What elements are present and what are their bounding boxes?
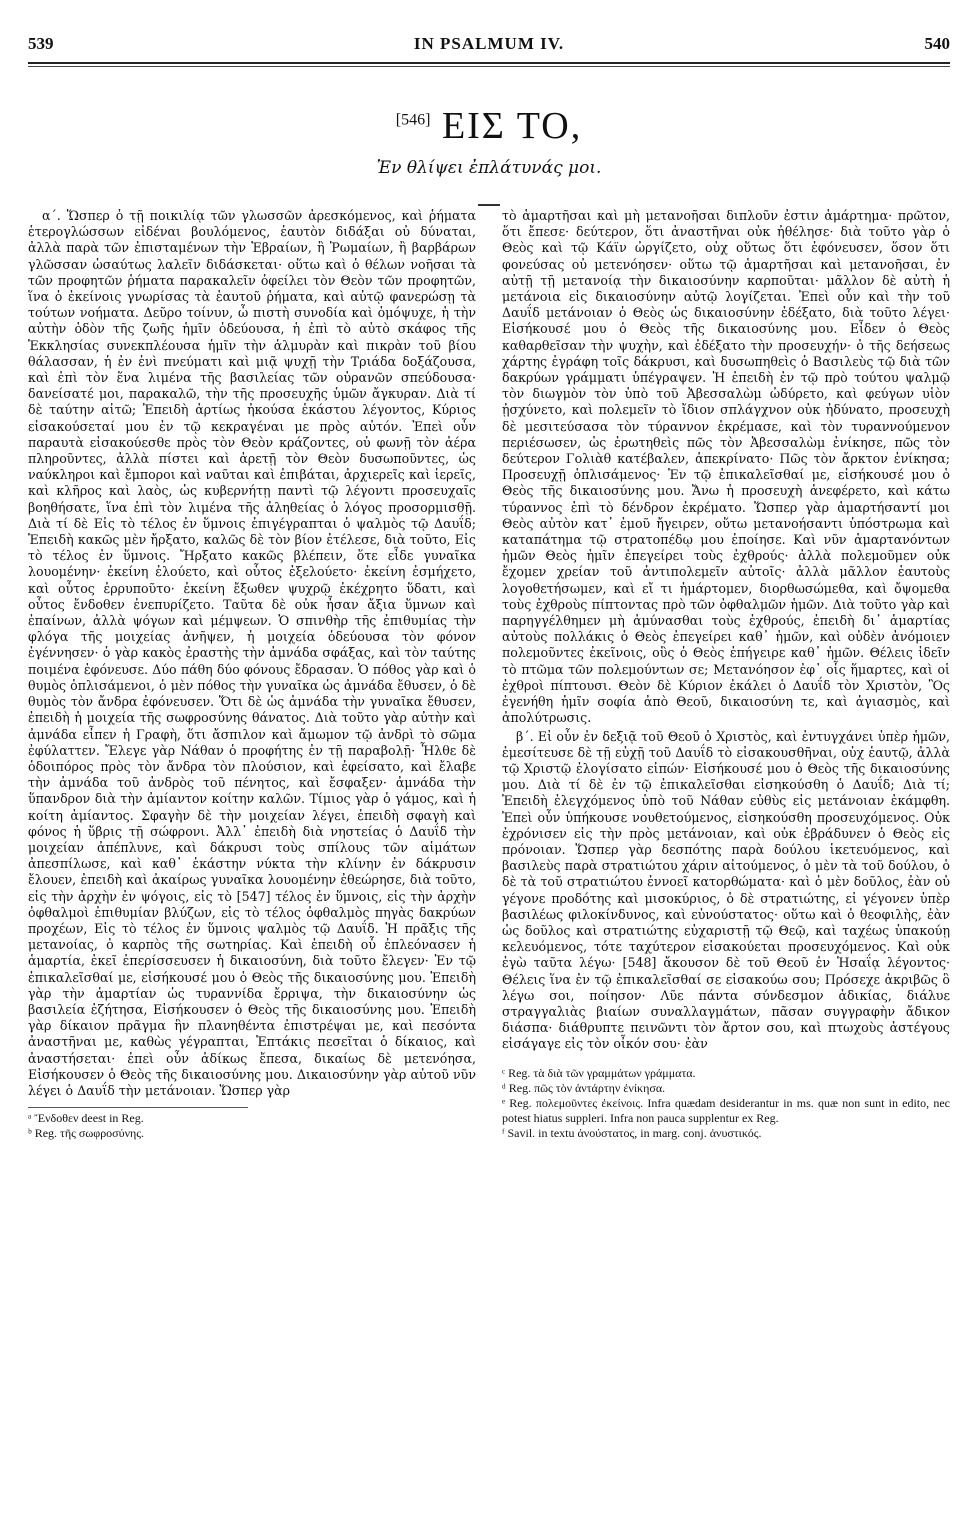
page-number-left: 539	[28, 34, 54, 53]
right-column-text-b: β΄. Εἰ οὖν ἐν δεξιᾷ τοῦ Θεοῦ ὁ Χριστὸς, καὶ ἐντυγχάνει ὑπὲρ ἡμῶν, ἐμεσίτευσε δὲ τῇ εὐχῇ τοῦ Δαυΐδ τὸ εἰσακουσθῆναι, οὐχ ἑαυτῷ, ἀλλὰ τῷ Χριστῷ ἐλογίσατο εἰπών· Εἰσήκουσέ μου ὁ Θεὸς τῆς δικαιοσύνης μου. Διὰ τί δὲ ἐν τῷ ἐπικαλεῖσθαι εἰσηκούσθη ὁ Δαυΐδ; Διὰ τί; Ἐπειδὴ ἐλεγχόμενος ὑπὸ τοῦ Νάθαν εὐθὺς εἰς μετάνοιαν ἐκάμφθη. Ἐπεὶ οὖν ὑπήκουσε νουθετούμενος, εἰσηκούσθη προσευχόμενος. Οὐκ ἐχρόνισεν εἰς τὴν πρὸς μετάνοιαν, καὶ οὐκ ἐβράδυνεν ὁ Θεὸς εἰς πρόνοιαν. Ὥσπερ γὰρ δεσπότης παρὰ δούλου ἱκετευόμενος, καὶ βασιλεὺς παρὰ στρατιώτου χάριν αἰτούμενος, ὁ μὲν τὰ τοῦ δούλου, ὁ δὲ τὰ τοῦ στρατιώτου ἐννοεῖ κατορθώματα· καὶ ὁ μὲν δοῦλος, ἐὰν οὐ γέγονε προδότης καὶ μισοκύριος, ὁ δὲ στρατιώτης, εἰ γέγονεν ὑπὲρ βασιλέως φιλοκίνδυνος, καὶ εὐνούστατος· οὕτω καὶ ὁ θεοφιλὴς, ἐὰν ὡς δοῦλος καὶ στρατιώτης εὐχαριστῇ τῷ Θεῷ, καὶ ταχέως ὑπακούῃ κελευόμενος, τότε ταχύτερον εἰσακούεται προσευχόμενος. Καὶ οὐκ ἐγὼ ταῦτα λέγω· [548] ἄκουσον δὲ τοῦ Θεοῦ ἐν Ἡσαΐᾳ λέγοντος· Θέλεις ἵνα ἐν τῷ ἐπικαλεῖσθαί σε εἰσακούω σου; Πρόσεχε ἀκριβῶς ὃ λέγω σοι, ποίησον· Λῦε πάντα σύνδεσμον ἀδικίας, διάλυε στραγγαλιὰς βιαίων συναλλαγμάτων, πᾶσαν συγγραφὴν ἄδικον διάσπα· διάθρυπτε πεινῶντι τὸν ἄρτον σου, καὶ πτωχοὺς ἀστέγους εἰσάγαγε εἰς τὸν οἶκόν σου· ἐὰν	[502, 728, 950, 1052]
header-rule	[28, 62, 950, 64]
left-column-text: α΄. Ὥσπερ ὁ τῇ ποικιλίᾳ τῶν γλωσσῶν ἀρεσκόμενος, καὶ ῥήματα ἑτερογλώσσων εἰδέναι βουλόμενος, ἑαυτὸν διδάξαι οὐ δύναται, ἀλλὰ παρὰ τῶν ἐπισταμένων τὴν Ἑβραίων, ἢ Ῥωμαίων, ἢ βαρβάρων γλῶσσαν ὡσαύτως λαλεῖν διδάσκεται· οὕτω καὶ ὁ θέλων νοῆσαι τὰ τῶν προφητῶν ῥήματα παρακαλεῖν ὀφείλει τὸν Θεὸν τῶν προφητῶν, ἵνα ὁ ἐκείνοις γνωρίσας τὰ ἑαυτοῦ ῥήματα, καὶ αὐτῷ φανερώσῃ τὰ τούτων νοήματα. Δεῦρο τοίνυν, ὦ πιστὴ συνοδία καὶ ὁμόψυχε, ἡ τὴν αὐτὴν ὁδὸν τῆς ζωῆς ἡμῖν ὁδεύουσα, ἡ ἐπὶ τὸ αὐτὸ σκάφος τῆς Ἐκκλησίας συνεκπλέουσα ἡμῖν τὴν ἁλμυρὰν καὶ πικρὰν τοῦ βίου θάλασσαν, ἡ ἐν ἑνὶ πνεύματι καὶ μιᾷ ψυχῇ τὴν Τριάδα δοξάζουσα, καὶ ἐπὶ τὸν ἕνα λιμένα τῆς βασιλείας τῶν οὐρανῶν σπεύδουσα· δανείσατέ μοι, παρακαλῶ, τὴν τῆς προσευχῆς ὑμῶν ἄγκυραν. Διὰ τί δὲ ταύτην αἰτῶ; Ἐπειδὴ ἀρτίως ἠκούσα ἑκάστου λέγοντος, Κύριος εἰσακούσεταί μου ἐν τῷ κεκραγέναι με πρὸς αὐτόν. Ἐπεὶ οὖν παραυτὰ εἰσακούεσθε πρὸς τὸν Θεὸν κράζοντες, οὐ φωνῇ τὸν ἀέρα πληροῦντες, ἀλλὰ πίστει καὶ ἀρετῇ τὸν Θεὸν δυσωποῦντες, ὡς ναύκληροι καὶ ἔμποροι καὶ ναῦται καὶ ἐπιβάται, ἀρχιερεῖς καὶ ἱερεῖς, καὶ κλῆρος καὶ λαὸς, ὡς κυβερνήτῃ παντὶ τῷ λέγοντι προσευχαῖς βοηθήσατε, ἵνα ἐπὶ τὸν λιμένα τῆς ἀληθείας ὁ λόγος προσορμισθῇ. Διὰ τί δὲ Εἰς τὸ τέλος ἐν ὕμνοις ἐπιγέγραπται ὁ ψαλμὸς τῷ Δαυΐδ; Ἐπειδὴ κακῶς μὲν ἤρξατο, καλῶς δὲ τὸν βίον ἐτέλεσε, διὰ τοῦτο, Εἰς τὸ τέλος ἐν ὕμνοις. Ἤρξατο κακῶς βλέπειν, ὅτε εἶδε γυναῖκα λουομένην· ἐκείνη ἐλούετο, καὶ οὗτος ἐξελούετο· ἐκείνη ἐσμήχετο, καὶ οὗτος ἐρρυποῦτο· ἐκείνη ἔξωθεν ψυχρῷ ἐκέχρητο ὕδατι, καὶ οὗτος ἔνδοθεν ἐνεπυρίζετο. Ταῦτα δὲ οὐκ ἦσαν ἄξια ὕμνων καὶ ἐπαίνων, ἀλλὰ ψόγων καὶ μέμψεων. Ὁ σπινθὴρ τῆς ἐπιθυμίας τὴν φλόγα τῆς μοιχείας ἀνῆψεν, ἡ μοιχεία ὁδεύουσα τὸν φόνον ἐγέννησεν· ὁ γὰρ κακὸς ἐραστὴς τὴν ἀμνάδα σφάξας, καὶ τὸν ταύτης ποιμένα ἐφόνευσε. Δύο πάθη δύο φόνους ἔδρασαν. Ὁ πόθος γὰρ καὶ ὁ θυμὸς ὁπλισάμενοι, ὁ μὲν πόθος τὴν γυναῖκα ὡς ἀμνάδα ἔθυσεν, ὁ δὲ θυμὸς τὸν ἄνδρα ἐφόνευσεν. Ὅτι δὲ ὡς ἀμνάδα τὴν γυναῖκα ἔθυσεν, ἐπειδὴ ἡ μοιχεία τῆς σωφροσύνης θάνατος. Διὰ τοῦτο γὰρ αὐτὴν καὶ ἀμνάδα εἶπεν ἡ Γραφὴ, ὅτι ἄσπιλον καὶ ἄμωμον τῷ ἀνδρὶ τὸ σῶμα ἐφύλαττεν. Ἔλεγε γὰρ Νάθαν ὁ προφήτης ἐν τῇ παραβολῇ· Ἦλθε δὲ ὁδοιπόρος πρὸς τὸν ἄνδρα τὸν πλούσιον, καὶ ἐφείσατο, καὶ ἔλαβε τὴν ἀμνάδα τοῦ ἀνδρὸς τοῦ πένητος, καὶ ἔσφαξεν· ἀμνάδα τὴν ὕπανδρον διὰ τὴν ἀμίαντον κοίτην καλῶν. Τίμιος γὰρ ὁ γάμος, καὶ ἡ κοίτη ἀμίαντος. Σφαγὴν δὲ τὴν μοιχείαν λέγει, ἐπειδὴ σφαγὴ καὶ φόνος ἡ ὕβρις τῇ σώφρονι. Ἀλλ᾽ ἐπειδὴ διὰ νηστείας ὁ Δαυΐδ τὴν μοιχείαν ἀπέπλυνε, καὶ δάκρυσι τοὺς σπίλους τῶν αἱμάτων ἀπεσπίλωσε, καὶ καθ᾽ ἑκάστην νύκτα τὴν κλίνην ἐν δάκρυσιν ἔλουεν, ἐπειδὴ καὶ ἀκαίρως γυναῖκα λουομένην ἐθεώρησε, διὰ τοῦτο, εἰς τὴν ἀρχὴν ἐν ψόγοις, εἰς τὸ [547] τέλος ἐν ὕμνοις, εἰς τὴν ἀρχὴν ὀφθαλμοὶ ἐπιθυμίαν βλύζων, εἰς τὸ τέλος ὀφθαλμὸς πηγὰς δακρύων προχέων, Εἰς τὸ τέλος ἐν ὕμνοις ψαλμὸς τῷ Δαυΐδ. Ἡ πρᾶξις τῆς μετανοίας, ὁ καρπὸς τῆς σωτηρίας. Καὶ ἐπειδὴ οὗ ἐπλεόνασεν ἡ ἁμαρτία, ἐκεῖ ἐπερίσσευσεν ἡ δικαιοσύνη, διὰ τοῦτο ἔλεγεν· Ἐν τῷ ἐπικαλεῖσθαί με, εἰσήκουσέ μου ὁ Θεὸς τῆς δικαιοσύνης μου. Ἐπειδὴ γὰρ τὴν ἁμαρτίαν ὡς τυραννίδα ἔρριψα, τὴν δικαιοσύνην ὡς βασιλεία ἐζήτησα, Εἰσήκουσεν ὁ Θεὸς τῆς δικαιοσύνης μου. Ἐπειδὴ γὰρ δίκαιον πρᾶγμα ἣν πλανηθέντα ἐπιστρέψαι με, καὶ πεσόντα ἀναστῆναι με, καθὼς γέγραπται, Ἑπτάκις πεσεῖται ὁ δίκαιος, καὶ ἀναστήσεται· ἐπεὶ οὖν ἀδίκως ἔπεσα, δικαίως δὲ μετενόησα, Εἰσήκουσεν ὁ Θεὸς τῆς δικαιοσύνης μου. Δικαιοσύνην γὰρ αὐτοῦ νῦν λέγει ὁ Δαυΐδ τὴν μετάνοιαν. Ὥσπερ γὰρ	[28, 208, 476, 1098]
title-dash	[478, 204, 500, 206]
footnote-d: ᵈ Reg. πῶς τὸν ἀντάρτην ἐνίκησα.	[502, 1080, 666, 1095]
footnote-c: ᶜ Reg. τὰ διὰ τῶν γραμμάτων γράμματα.	[502, 1065, 696, 1080]
page-number-right: 540	[924, 34, 950, 53]
running-header	[28, 34, 950, 58]
header-rule-thin	[28, 66, 950, 67]
footnote-e: ᵉ Reg. πολεμοῦντες ἐκείνοις. Infra quædam desiderantur in ms. quæ non sunt in edito, nec potest hiatus suppleri. Infra non pauca supplentur ex Reg.	[502, 1095, 950, 1125]
right-column	[502, 208, 950, 1141]
page	[28, 0, 950, 1540]
footnote-f: ᶠ Savil. in textu ἀνούστατος, in marg. conj. ἀνυστικός.	[502, 1125, 762, 1140]
right-footnotes	[502, 1063, 950, 1141]
running-title: IN PSALMUM IV.	[413, 34, 565, 53]
section-subtitle: Ἐν θλίψει ἐπλάτυνάς μοι.	[376, 158, 602, 178]
left-column	[28, 208, 476, 1141]
section-title-text: ΕΙΣ ΤΟ,	[441, 105, 583, 147]
left-footnotes	[28, 1107, 248, 1141]
column-marker: [546]	[395, 111, 431, 129]
right-column-text-a: τὸ ἁμαρτῆσαι καὶ μὴ μετανοῆσαι διπλοῦν ἐστιν ἁμάρτημα· πρῶτον, ὅτι ἔπεσε· δεύτερον, ὅτι ἀναστῆναι οὐκ ἠθέλησε· διὰ τοῦτο γὰρ ὁ Θεὸς καὶ τῷ Κάϊν ὠργίζετο, οὐχ οὕτως ὅτι ἐφόνευσεν, ὅσον ὅτι φονεύσας οὐ μετενόησεν· οὕτω τῷ ἁμαρτῆσαι καὶ μετανοῆσαι, ἐν αὐτῇ τῇ μετανοίᾳ τὴν δικαιοσύνην καρποῦται· μᾶλλον δὲ αὐτὴ ἡ μετάνοια εἰς δικαιοσύνην αὐτῷ λογίζεται. Ἐπεὶ οὖν καὶ τὴν τοῦ Δαυΐδ μετάνοιαν ὁ Θεὸς ὡς δικαιοσύνην ἐδέξατο, διὰ τοῦτο λέγει· Εἰσήκουσέ μου ὁ Θεὸς τῆς δικαιοσύνης μου. Εἶδεν ὁ Θεὸς καθαρθεῖσαν τὴν ψυχὴν, καὶ ἐδέξατο τὴν προσευχήν· ὁ τῆς δεήσεως χάρτης ἐγράφη τοῖς δάκρυσι, καὶ δυσωπηθεὶς ὁ Βασιλεὺς τῷ διὰ τῶν δακρύων γράμματι ὑπέγραψεν. Ἡ ἐπειδὴ ἐν τῷ πρὸ τούτου ψαλμῷ τὸν διωγμὸν τὸν ὑπὸ τοῦ Ἀβεσσαλὼμ ὠδύρετο, καὶ φεύγων υἱὸν ᾐσχύνετο, καὶ πολεμεῖν τὸ ἴδιον σπλάγχνον οὐκ ἠδύνατο, προσευχὴ δὲ μεσιτεύσασα τὸν τύραννον ἐκρέμασε, καὶ τὸν τυραννούμενον περιέσωσεν, ὡς ἐρωτηθεὶς πῶς τὸν Ἀβεσσαλὼμ ἐνίκησε, πῶς τὸν δεύτερον Γολιὰθ κατέβαλεν, ἀπεκρίνατο· Πῶς τὸν ἄρκτον ἐνίκησα; Προσευχῇ ὁπλισάμενος· Ἐν τῷ ἐπικαλεῖσθαί με, εἰσήκουσέ μου ὁ Θεὸς τῆς δικαιοσύνης μου. Ἄνω ἡ προσευχὴ ἀνεφέρετο, καὶ κάτω τύραννος ἐπὶ τὸ δένδρον ἐκρέματο. Ὥσπερ γὰρ ἁμαρτήσαντί μοι Θεὸς αὐτὸν κατ᾽ ἐμοῦ ἤγειρεν, οὕτω μετανοήσαντι ὑπόστρωμα καὶ καταπάτημα τῷ στρατοπέδῳ μου ἐποίησε. Καὶ νῦν ἁμαρτανόντων ἡμῶν Θεὸς ἡμῖν ἐπεγείρει τοὺς ἐχθρούς· ἀλλὰ πολεμοῦμεν οὐκ ἔχομεν χρείαν τοῦ ἀντιπολεμεῖν αὐτοῖς· ἀλλὰ μᾶλλον ἑαυτοὺς λογοθετήσωμεν, καὶ εἴ τι ἡμάρτομεν, διορθωσώμεθα, καὶ ὄψομεθα τοὺς ἐχθροὺς πίπτοντας πρὸ τῶν ὀφθαλμῶν ἡμῶν. Διὰ τοῦτο γὰρ καὶ παρηγγέλθημεν μὴ ἀμύνασθαι τοὺς ἐχθρούς, ἐπειδὴ δι᾽ ἁμαρτίας αὐτοὺς πολλάκις ὁ Θεὸς ἐπεγείρει καθ᾽ ἡμῶν, καὶ οὐδὲν ἀνόμοιεν πολεμοῦντες ἐκεῖνοις, οὓς ὁ Θεὸς ἐπήγειρε καθ᾽ ἡμῶν. Θέλεις ἰδεῖν τὸ πτῶμα τῶν πολεμούντων σε; Μετανόησον ἐφ᾽ οἷς ἥμαρτες, καὶ οἱ ἐχθροὶ πίπτουσι. Θεὸν δὲ Κύριον ἐκάλει ὁ Δαυΐδ τὸν Χριστὸν, Ὃς ἐγενήθη ἡμῖν σοφία ἀπὸ Θεοῦ, δικαιοσύνη τε, καὶ ἁγιασμὸς, καὶ ἀπολύτρωσις.	[502, 208, 950, 726]
section-title	[28, 104, 950, 148]
footnote-a: ᵃ Ἔνδοθεν deest in Reg.	[28, 1111, 144, 1126]
section-heading	[28, 104, 950, 206]
footnote-b: ᵇ Reg. τῆς σωφροσύνης.	[28, 1126, 145, 1141]
